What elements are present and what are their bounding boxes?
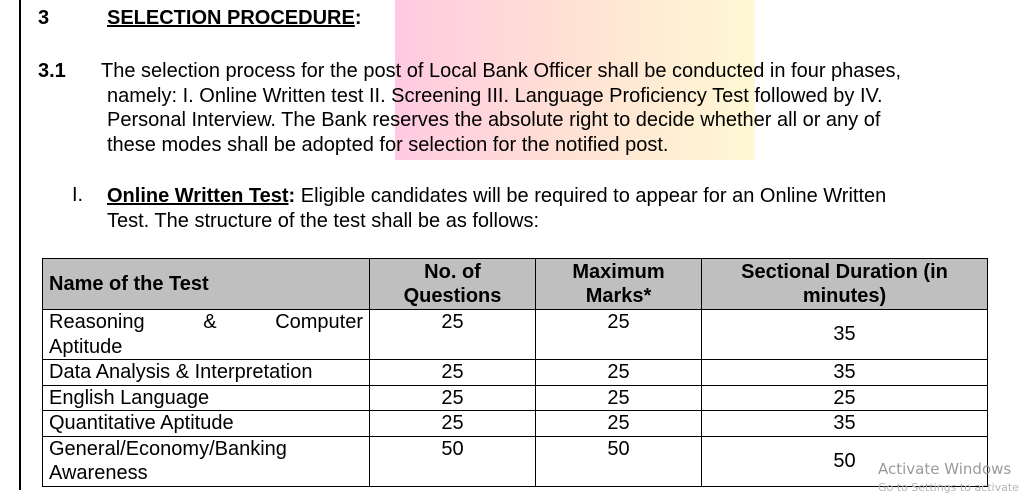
cell-questions: 25 — [370, 310, 536, 360]
paragraph-line: these modes shall be adopted for selection for the notified post. — [107, 133, 669, 156]
test-name-word: & — [203, 311, 217, 333]
cell-max-marks: 25 — [536, 310, 702, 360]
section-title-text: SELECTION PROCEDURE — [107, 7, 355, 29]
table-row — [43, 310, 988, 360]
table-row — [43, 385, 988, 411]
table-row — [43, 436, 988, 486]
test-name-word: Reasoning — [49, 311, 145, 333]
subsection-line: Test. The structure of the test shall be as follows: — [107, 209, 540, 232]
cell-duration: 25 — [702, 385, 988, 411]
cell-test-name: Data Analysis & Interpretation — [43, 360, 370, 386]
table-row — [43, 360, 988, 386]
test-name-line1 — [49, 310, 363, 335]
table-row — [43, 411, 988, 437]
test-name-line2: Awareness — [49, 462, 148, 484]
cell-test-name: English Language — [43, 385, 370, 411]
cell-max-marks: 25 — [536, 360, 702, 386]
cell-questions: 50 — [370, 436, 536, 486]
activate-windows-title: Activate Windows — [878, 460, 1012, 478]
page-border-rule — [19, 0, 21, 490]
cell-test-name — [43, 436, 370, 486]
paragraph-line: Personal Interview. The Bank reserves the absolute right to decide whether all or any of — [107, 109, 881, 131]
subsection-line — [107, 184, 987, 209]
section-title — [107, 7, 361, 30]
paragraph-body — [101, 59, 986, 157]
subsection-body — [107, 184, 987, 233]
cell-questions: 25 — [370, 411, 536, 437]
cell-test-name — [43, 310, 370, 360]
paragraph-line: namely: I. Online Written test II. Screening III. Language Proficiency Test followed by IV. — [107, 84, 883, 107]
header-duration: Sectional Duration (in minutes) — [702, 259, 988, 310]
cell-questions: 25 — [370, 385, 536, 411]
cell-duration: 35 — [702, 360, 988, 386]
subsection-lead: Online Written Test — [107, 185, 289, 207]
test-structure-table — [42, 258, 988, 487]
paragraph-line: The selection process for the post of Local Bank Officer shall be conducted in four phases, — [101, 60, 902, 82]
section-number: 3 — [38, 7, 50, 29]
test-name-line1: General/Economy/Banking — [49, 437, 287, 460]
table-header-row — [43, 259, 988, 310]
test-name-word: Computer — [275, 311, 363, 333]
subsection-numeral: I. — [72, 184, 84, 206]
cell-questions: 25 — [370, 360, 536, 386]
header-test-name: Name of the Test — [43, 259, 370, 310]
cell-test-name: Quantitative Aptitude — [43, 411, 370, 437]
cell-max-marks: 25 — [536, 385, 702, 411]
activate-windows-subtitle: Go to Settings to activate — [878, 481, 1019, 494]
paragraph-number: 3.1 — [38, 60, 66, 82]
header-questions: No. of Questions — [370, 259, 536, 310]
cell-max-marks: 50 — [536, 436, 702, 486]
test-name-line2: Aptitude — [49, 335, 123, 358]
cell-duration: 50 — [702, 436, 988, 486]
cell-max-marks: 25 — [536, 411, 702, 437]
subsection-lead-colon: : — [288, 185, 296, 207]
header-max-marks: Maximum Marks* — [536, 259, 702, 310]
subsection-line1-text: Eligible candidates will be required to appear for an Online Written — [295, 185, 887, 207]
section-title-colon: : — [354, 7, 362, 29]
cell-duration: 35 — [702, 310, 988, 360]
cell-duration: 35 — [702, 411, 988, 437]
